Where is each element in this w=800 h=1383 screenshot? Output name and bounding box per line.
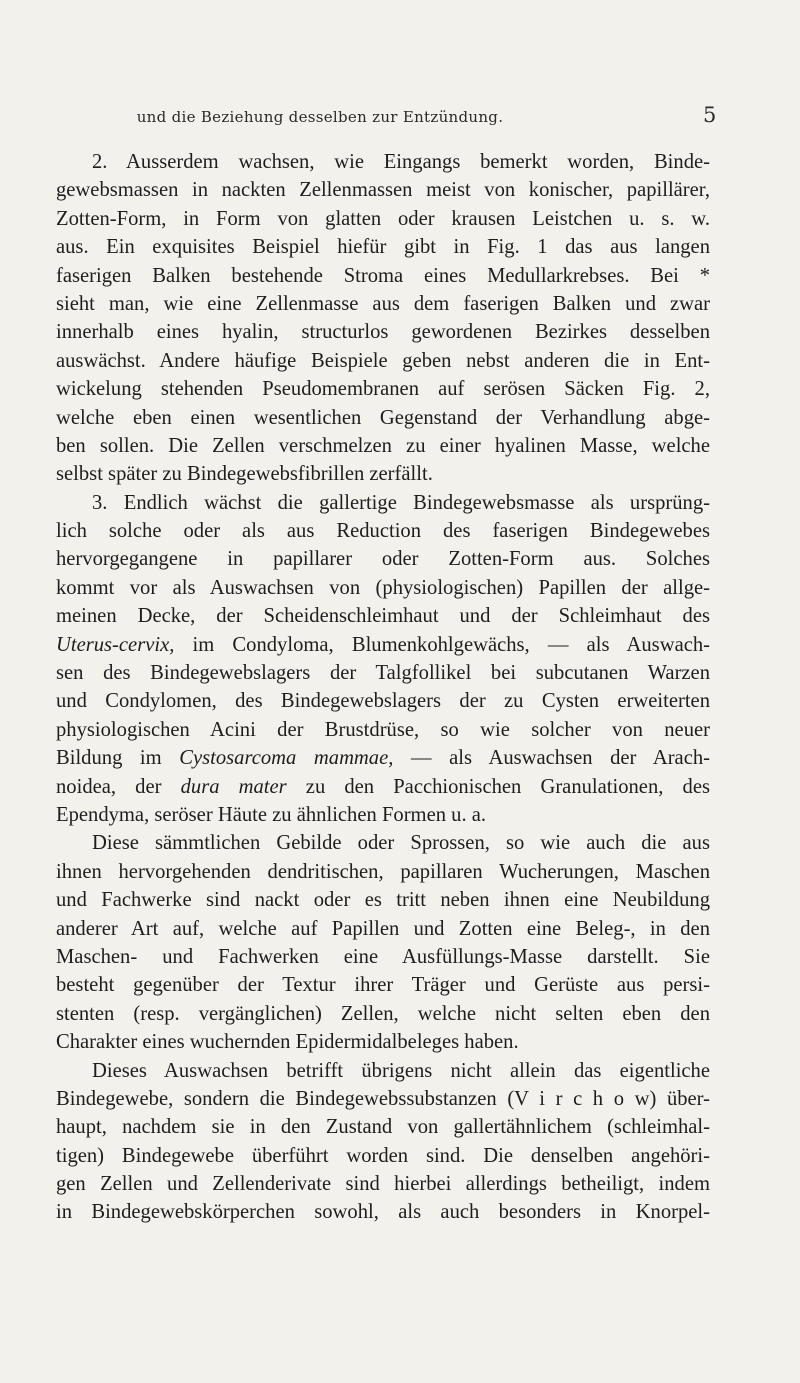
text-segment: sen des Bindegewebslagers der Talgfollikel bei subcutanen Warzen: [56, 662, 710, 685]
text-segment: tigen) Bindegewebe überführt worden sind. Die denselben angehöri-: [56, 1144, 710, 1167]
page-number: 5: [703, 103, 717, 127]
text-line: [56, 801, 710, 829]
running-head: und die Beziehung desselben zur Entzündung.: [136, 108, 504, 126]
text-segment: Bildung im: [56, 747, 180, 770]
text-line: [56, 262, 710, 290]
text-line: [56, 659, 710, 687]
text-segment: physiologischen Acini der Brustdrüse, so wie solcher von neuer: [56, 718, 710, 741]
text-line: [56, 631, 710, 659]
text-segment: stenten (resp. vergänglichen) Zellen, welche nicht selten eben den: [56, 1002, 710, 1025]
text-line: [56, 1057, 710, 1085]
text-segment: Maschen- und Fachwerken eine Ausfüllungs-Masse darstellt. Sie: [56, 945, 710, 968]
text-segment: Zotten-Form, in Form von glatten oder krausen Leistchen u. s. w.: [56, 207, 710, 230]
text-segment: und Fachwerke sind nackt oder es tritt neben ihnen eine Neubildung: [56, 889, 710, 912]
text-segment: besteht gegenüber der Textur ihrer Träger und Gerüste aus persi-: [56, 974, 710, 997]
text-segment: Dieses Auswachsen betrifft übrigens nicht allein das eigentliche: [92, 1059, 710, 1082]
text-line: [56, 1085, 710, 1113]
text-line: [56, 1000, 710, 1028]
text-segment: Charakter eines wuchernden Epidermidalbeleges haben.: [56, 1031, 519, 1054]
text-line: [56, 858, 710, 886]
text-line: [56, 1170, 710, 1198]
text-line: [56, 1028, 710, 1056]
text-line: [56, 716, 710, 744]
text-line: [56, 886, 710, 914]
text-segment: in Bindegewebskörperchen sowohl, als auch besonders in Knorpel-: [56, 1201, 710, 1224]
text-line: [56, 773, 710, 801]
text-line: [56, 347, 710, 375]
text-line: [56, 205, 710, 233]
text-segment: ben sollen. Die Zellen verschmelzen zu einer hyalinen Masse, welche: [56, 434, 710, 457]
text-line: [56, 375, 710, 403]
text-line: [56, 971, 710, 999]
text-segment: selbst später zu Bindegewebsfibrillen zerfällt.: [56, 463, 433, 486]
text-segment: faserigen Balken bestehende Stroma eines Medullarkrebses. Bei *: [56, 264, 710, 287]
text-line: [56, 489, 710, 517]
text-segment: — als Auswachsen der Arach-: [393, 747, 710, 770]
text-segment: aus. Ein exquisites Beispiel hiefür gibt in Fig. 1 das aus langen: [56, 236, 710, 259]
text-segment: gen Zellen und Zellenderivate sind hierbei allerdings betheiligt, indem: [56, 1173, 710, 1196]
body-text: [56, 148, 710, 1227]
text-segment: sieht man, wie eine Zellenmasse aus dem faserigen Balken und zwar: [56, 292, 710, 315]
text-line: [56, 404, 710, 432]
text-line: [56, 517, 710, 545]
italic-term: dura mater: [180, 775, 287, 798]
text-segment: ihnen hervorgehenden dendritischen, papillaren Wucherungen, Maschen: [56, 860, 710, 883]
text-line: [56, 460, 710, 488]
text-line: [56, 1142, 710, 1170]
text-segment: innerhalb eines hyalin, structurlos gewordenen Bezirkes desselben: [56, 321, 710, 344]
text-segment: Bindegewebe, sondern die Bindegewebssubstanzen (V i r c h o w) über-: [56, 1087, 710, 1110]
text-line: [56, 602, 710, 630]
text-segment: kommt vor als Auswachsen von (physiologischen) Papillen der allge-: [56, 576, 710, 599]
text-line: [56, 318, 710, 346]
text-segment: und Condylomen, des Bindegewebslagers der zu Cysten erweiterten: [56, 690, 710, 713]
text-segment: welche eben einen wesentlichen Gegenstand der Verhandlung abge-: [56, 406, 710, 429]
text-segment: meinen Decke, der Scheidenschleimhaut und der Schleimhaut des: [56, 605, 710, 628]
italic-term: Cystosarcoma mammae,: [179, 747, 394, 770]
text-segment: noidea, der: [56, 775, 181, 798]
text-segment: lich solche oder als aus Reduction des faserigen Bindegewebes: [56, 520, 710, 543]
text-segment: zu den Pacchionischen Granulationen, des: [286, 775, 710, 798]
text-line: [56, 148, 710, 176]
italic-term: Uterus-cervix,: [56, 633, 175, 656]
text-line: [56, 687, 710, 715]
text-line: [56, 744, 710, 772]
text-segment: gewebsmassen in nackten Zellenmassen meist von konischer, papillärer,: [56, 179, 710, 202]
text-segment: Ependyma, seröser Häute zu ähnlichen Formen u. a.: [56, 803, 487, 826]
text-line: [56, 233, 710, 261]
text-segment: 2. Ausserdem wachsen, wie Eingangs bemerkt worden, Binde-: [92, 151, 710, 173]
text-line: [56, 943, 710, 971]
text-line: [56, 290, 710, 318]
text-segment: haupt, nachdem sie in den Zustand von gallertähnlichem (schleimhal-: [56, 1116, 710, 1139]
text-segment: im Condyloma, Blumenkohlgewächs, — als Auswach-: [174, 633, 710, 656]
text-line: [56, 545, 710, 573]
text-line: [56, 574, 710, 602]
text-segment: 3. Endlich wächst die gallertige Bindegewebsmasse als ursprüng-: [92, 491, 710, 514]
text-line: [56, 432, 710, 460]
text-line: [56, 915, 710, 943]
text-line: [56, 176, 710, 204]
text-segment: anderer Art auf, welche auf Papillen und Zotten eine Beleg-, in den: [56, 917, 710, 940]
text-segment: hervorgegangene in papillarer oder Zotten-Form aus. Solches: [56, 548, 710, 571]
text-segment: Diese sämmtlichen Gebilde oder Sprossen, so wie auch die aus: [92, 832, 710, 855]
text-segment: auswächst. Andere häufige Beispiele geben nebst anderen die in Ent-: [56, 349, 710, 372]
text-segment: wickelung stehenden Pseudomembranen auf serösen Säcken Fig. 2,: [56, 378, 710, 401]
text-line: [56, 1113, 710, 1141]
text-line: [56, 829, 710, 857]
text-line: [56, 1198, 710, 1226]
